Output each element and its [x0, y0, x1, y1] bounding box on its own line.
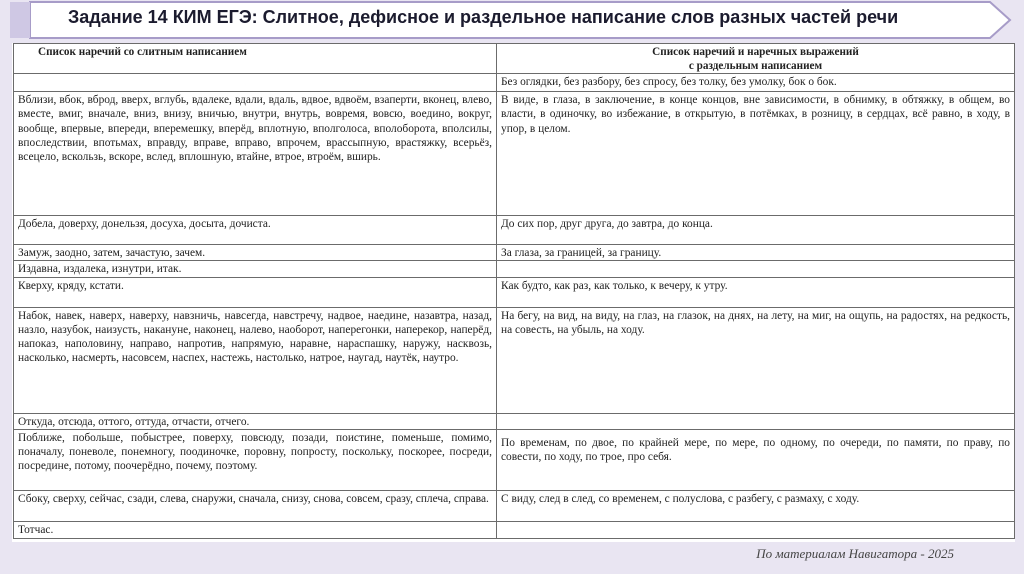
header-separate-adverbs: [497, 44, 1015, 74]
table-row: [14, 92, 1015, 216]
cell-fused: Издавна, издалека, изнутри, итак.: [14, 261, 497, 277]
document-sheet: [12, 43, 1015, 542]
cell-fused: Кверху, кряду, кстати.: [14, 277, 497, 307]
cell-fused: Набок, навек, наверх, наверху, навзничь, навсегда, навстречу, надвое, наедине, назавтра, назад, назло, назубок, наизусть, накануне, наконец, налево, наоборот, наперегонки, наперекор, наперёд, напоказ, наполовину, направо, напротив, напрямую, наравне, нараспашку, наружу, насквозь, насколько, насмерть, насовсем, наспех, настежь, настолько, натрое, наугад, наутёк, наутро.: [14, 307, 497, 413]
cell-separate: Как будто, как раз, как только, к вечеру, к утру.: [497, 277, 1015, 307]
cell-fused: Тотчас.: [14, 521, 497, 538]
cell-fused: [14, 74, 497, 92]
cell-fused: Сбоку, сверху, сейчас, сзади, слева, снаружи, сначала, снизу, снова, совсем, сразу, сплеча, справа.: [14, 490, 497, 521]
table-row: [14, 74, 1015, 92]
table-row: [14, 521, 1015, 538]
adverbs-table: [13, 43, 1015, 539]
cell-fused: Замуж, заодно, затем, зачастую, зачем.: [14, 245, 497, 261]
cell-fused: Вблизи, вбок, вброд, вверх, вглубь, вдалеке, вдали, вдаль, вдвое, вдвоём, взаперти, вконец, влево, вместе, вмиг, вначале, вниз, внизу, вничью, внутри, внутрь, вовремя, вовсю, воедино, вокруг, вообще, впервые, впереди, вперемешку, вперёд, вплотную, вполголоса, вполоборота, вполсилы, впоследствии, впотьмах, вправду, вправе, вправо, впрочем, врассыпную, врастяжку, всерьёз, всецело, вскользь, вскоре, вслед, вплошную, втайне, втрое, втроём, вширь.: [14, 92, 497, 216]
cell-separate: До сих пор, друг друга, до завтра, до конца.: [497, 216, 1015, 245]
page-title: Задание 14 КИМ ЕГЭ: Слитное, дефисное и раздельное написание слов разных частей речи: [68, 7, 899, 27]
table-row: [14, 413, 1015, 429]
cell-separate: За глаза, за границей, за границу.: [497, 245, 1015, 261]
header-fused-adverbs: Список наречий со слитным написанием: [14, 44, 497, 74]
table-row: [14, 307, 1015, 413]
cell-separate: [497, 261, 1015, 277]
cell-separate: [497, 521, 1015, 538]
cell-fused: Поближе, побольше, побыстрее, поверху, повсюду, позади, поистине, поменьше, помимо, поначалу, поневоле, понемногу, поодиночке, поровну, попросту, поскольку, поскорее, посреди, посредине, потому, поочерёдно, почему, поэтому.: [14, 429, 497, 490]
cell-separate: По временам, по двое, по крайней мере, по мере, по одному, по очереди, по памяти, по праву, по совести, по ходу, по трое, про себя.: [497, 429, 1015, 490]
source-credit: По материалам Навигатора - 2025: [756, 546, 954, 561]
cell-separate: На бегу, на вид, на виду, на глаз, на глазок, на днях, на лету, на миг, на ощупь, на радостях, на редкость, на совесть, на убыль, на ходу.: [497, 307, 1015, 413]
header-separate-line2: с раздельным написанием: [688, 60, 823, 72]
title-banner: [0, 0, 1024, 40]
cell-separate: С виду, след в след, со временем, с полуслова, с разбегу, с размаху, с ходу.: [497, 490, 1015, 521]
cell-fused: Добела, доверху, донельзя, досуха, досыта, дочиста.: [14, 216, 497, 245]
cell-separate: В виде, в глаза, в заключение, в конце концов, вне зависимости, в обнимку, в обтяжку, в общем, во власти, в одиночку, во избежание, в открытую, в потёмках, в розницу, в сердцах, всё равно, в ходу, в упор, в целом.: [497, 92, 1015, 216]
table-row: [14, 261, 1015, 277]
table-row: [14, 245, 1015, 261]
header-separate-line1: Список наречий и наречных выражений: [652, 46, 859, 58]
table-row: [14, 277, 1015, 307]
cell-separate: [497, 413, 1015, 429]
table-row: [14, 429, 1015, 490]
table-header-row: [14, 44, 1015, 74]
table-row: [14, 490, 1015, 521]
cell-separate: Без оглядки, без разбору, без спросу, без толку, без умолку, бок о бок.: [497, 74, 1015, 92]
cell-fused: Откуда, отсюда, оттого, оттуда, отчасти, отчего.: [14, 413, 497, 429]
table-row: [14, 216, 1015, 245]
